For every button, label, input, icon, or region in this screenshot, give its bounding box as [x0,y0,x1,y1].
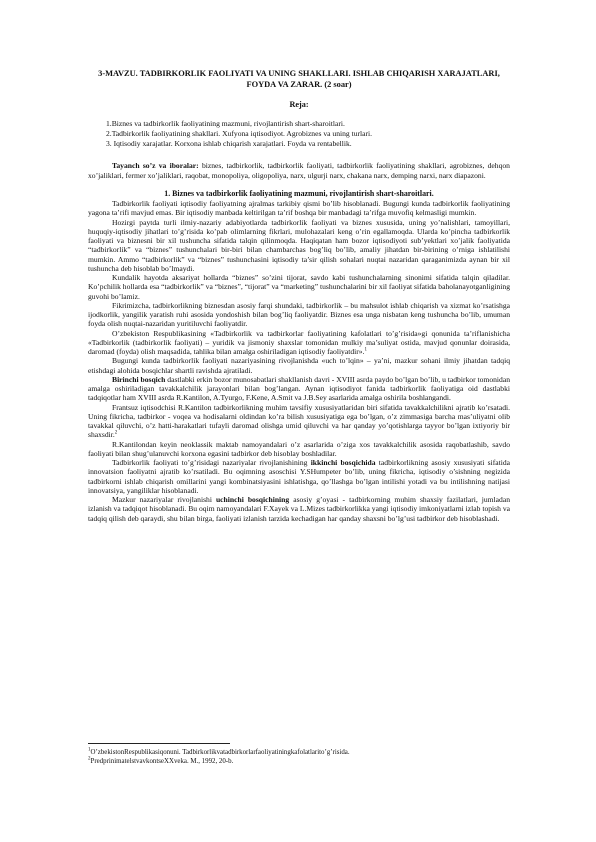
body-paragraphs [88,199,510,523]
paragraph-emphasis: ikkinchi bosqichida [310,458,376,467]
body-paragraph [88,329,510,357]
body-paragraph [88,301,510,329]
plan-item: 3. Iqtisodiy xarajatlar. Korxona ishlab chiqarish xarajatlari. Foyda va rentabellik. [106,139,352,149]
body-paragraph [88,440,510,459]
footnote-mark: 1 [88,747,91,753]
body-paragraph [88,356,510,375]
footnote-text: O’zbekistonRespublikasiqonuni. Tadbirkorlikvatadbirkorlarfaoliyatiningkafolatlarito’g’risida. [90,749,350,756]
footnote-reference[interactable]: 2 [114,430,118,436]
paragraph-text: O’zbekiston Respublikasining «Tadbirkorlik va tadbirkorlar faoliyatining kafolatlari to’g’risida»gi qonunida ta’riflanishicha «Tadbirkorlik (tadbirkorlik faoliyati) – yuridik va jismoniy shaxslar tomonidan mulkiy ma’suliyat ostida, mavjud qonunlar doirasida, daromad (foyda) olish maqsadida, tahlika bilan amalga oshiriladigan iqtisodiy faoliyatdir». [88,328,510,356]
body-paragraph [88,273,510,301]
page-title: 3-MAVZU. TADBIRKORLIK FAOLIYATI VA UNING SHAKLLARI. ISHLAB CHIQARISH XARAJATLARI, FOYDA VA ZARAR. (2 soar) [98,69,500,89]
paragraph-text: Mazkur nazariyalar rivojlanishi [112,495,216,504]
paragraph-text: Tadbirkorlik faoliyati iqtisodiy faoliyatning ajralmas tarkibiy qismi bo’lib hisoblanadi. Bugungi kunda tadbirkorlik faoliyatining yagona ta’rifi mavjud emas. Bir iqtisodiy manbada keltirilgan ta’rif boshqa bir manbadagi ta’rifga muvofiq kelmasligi mumkin. [88,199,510,218]
footnote-text: PredprinimatelstvavkontseXXveka. M., 1992, 20-b. [90,758,234,765]
footnote [88,757,510,766]
footnotes [88,748,510,766]
footnote-reference[interactable]: 1 [364,347,367,353]
plan-item: 2.Tadbirkorlik faoliyatining shakllari. Xufyona iqtisodiyot. Agrobiznes va uning turlari. [106,129,373,139]
paragraph-text: Fikrimizcha, tadbirkorlikning biznesdan asosiy farqi shundaki, tadbirkorlik – bu mahsulot ishlab chiqarish va xizmat ko’rsatishga ijodkorlik, yangilik yaratish ruhi asosida yondoshish bilan bog’liq faoliyatdir. Biznes esa unga nisbatan keng tushuncha bo’lib, umuman foyda olish nuqtai-nazaridan yuritiluvchi faoliyatdir. [88,300,510,329]
paragraph-text: Bugungi kunda tadbirkorlik faoliyati nazariyasining rivojlanishda «uch to’lqin» – ya’ni, mazkur sohani ilmiy jihatdan tadqiq etishdagi alohida bosqichlar shartli ravishda ajratiladi. [88,356,510,375]
footnote [88,748,510,757]
body-paragraph [88,375,510,403]
body-paragraph [88,495,510,523]
body-paragraph [88,403,510,440]
footnote-mark: 2 [88,756,91,762]
plan-item: 1.Biznes va tadbirkorlik faoliyatining mazmuni, rivojlantirish shart-sharoitlari. [106,119,345,129]
section-title: 1. Biznes va tadbirkorlik faoliyatining mazmuni, rivojlantirish shart-sharoitlari. [164,188,434,198]
document-content [88,68,510,523]
body-paragraph [88,458,510,495]
paragraph-text: R.Kantilondan keyin neoklassik maktab namoyandalari o’z asarlarida o’ziga xos tavakkalchilik asosida raqobatlashib, savdo faoliyati bilan shug’ulanuvchi korxona egasini tadbirkor deb hisoblay boshladilar. [88,439,510,458]
footnote-separator [88,743,230,744]
paragraph-text: Hozirgi paytda turli ilmiy-nazariy adabiyotlarda tadbirkorlik faoliyati va biznes xususida, uning yo’nalishlari, tamoyillari, huquqiy-iqtisodiy jihatlari to’g’risida ko’pab olimlarning fikrlari, mulohazalari keng o’rin egallamoqda. Ularda ko’pincha tadbirkorlik faoliyati va biznesni bir xil tushuncha sifatida talqin qilinmoqda. Haqiqatan ham bozor iqtisodiyoti sub’yektlari xo’jalik faoliyatida “tadbirkorlik” va “biznes” tushunchalari bir-biri bilan chambarchas bog’liq bo’lib, amaliy jihatdan bir-birining o’rniga ishlatilishi mumkin. Ammo “tadbirkorlik” va “biznes” tushunchasini iqtisodiy ta’sir qilish sohalari nuqtai nazaridan qaraganimizda aynan bir xil tushuncha deb hisoblab bo’lmaydi. [88,217,510,273]
plan-heading: Reja: [289,100,309,109]
paragraph-text: tadbirkorlikning asosiy xususiyati sifatida innovatsion faoliyatni ajratib ko’rsatiladi. Bu oqimning asoschisi Y.SHumpeter bo’lib, uning fikricha, iqtisodiy o’sishning negizida tadbirkorni ishlab chiqarish omillarini yangi kombinatsiyasini ishlatishga, qo’llashga bo’lgan intilishi yotadi va bu intilishning natijasi innovatsiya, yangiliklar hisoblanadi. [88,458,510,495]
paragraph-text: Kundalik hayotda aksariyat hollarda “biznes” so’zini tijorat, savdo kabi tushunchalarning sinonimi sifatida talqin qiladilar. Ko’pchilik hollarda esa “tadbirkorlik” va “biznes”, “tijorat” va “marketing” tushunchalarini bir xil faoliyat sifatida baholanayotganligining guvohi bo’lamiz. [88,273,510,301]
paragraph-emphasis: Birinchi bosqich [112,374,166,384]
paragraph-text: asosiy g’oyasi - tadbirkorning muhim shaxsiy fazilatlari, jumladan izlanish va tadqiqot hisoblanadi. Bu oqim namoyandalari F.Xayek va L.Mizes tadbirkorlikka yangi iqtisodiy imkoniyatlarni izlab topish va tadqiq qilish deb qaraydi, shu bilan birga, faoliyati izlanish tarzida kechadigan har qanday shaxsni bo’lg’usi tadbirkor deb hisoblashadi. [88,495,510,523]
paragraph-emphasis: uchinchi bosqichining [215,495,290,504]
body-paragraph [88,199,510,218]
plan-list [88,119,510,149]
keywords-paragraph [88,161,510,180]
keywords-text: biznes, tadbirkorlik, tadbirkorlik faoliyati, tadbirkorlik faoliyatining shakllari, agrobiznes, dehqon xo’jaliklari, fermer xo’jaliklari, raqobat, monopoliya, oligopoliya, narx, ulgurji narx, chakana narx, demping narxi, narx diapazoni. [88,161,510,180]
paragraph-text: Tadbirkorlik faoliyati to’g’risidagi nazariyalar rivojlanishining [112,458,311,467]
paragraph-text: Frantsuz iqtisodchisi R.Kantilon tadbirkorlikning muhim tavsifiy xususiyatlaridan biri sifatida tavakkalchilikni ajratib ko’rsatadi. Uning fikricha, tadbirkor - voqea va hodisalarni oldindan ko’ra bilish xususiyatiga ega bo’lgan, o’z zimmasiga barcha mas’uliyatni olib tavakkal qiluvchi, o’z hatti-harakatlari tufayli daromad olishga umid qiluvchi va har qanday yo’qotishlarga tayyor bo’lgan ixtiyoriy bir shaxsdir. [88,402,510,440]
paragraph-text: dastlabki erkin bozor munosabatlari shakllanish davri - XVIII asrda paydo bo’lgan bo’lib, u tadbirkor tomonidan amalga oshiriladigan tavakkalchilik jarayonlari bilan bog’langan. Aynan iqtisodiyot fanida tadbirkorlik faoliyatiga oid dastlabki tadqiqotlar ham XVIII asrda R.Kantilon, A.Tyurgo, F.Kene, A.Smit va J.B.Sey asarlarida amalga oshirila boshlangandi. [88,374,510,403]
keywords-label: Tayanch so’z va iboralar: [112,161,199,171]
body-paragraph [88,218,510,274]
